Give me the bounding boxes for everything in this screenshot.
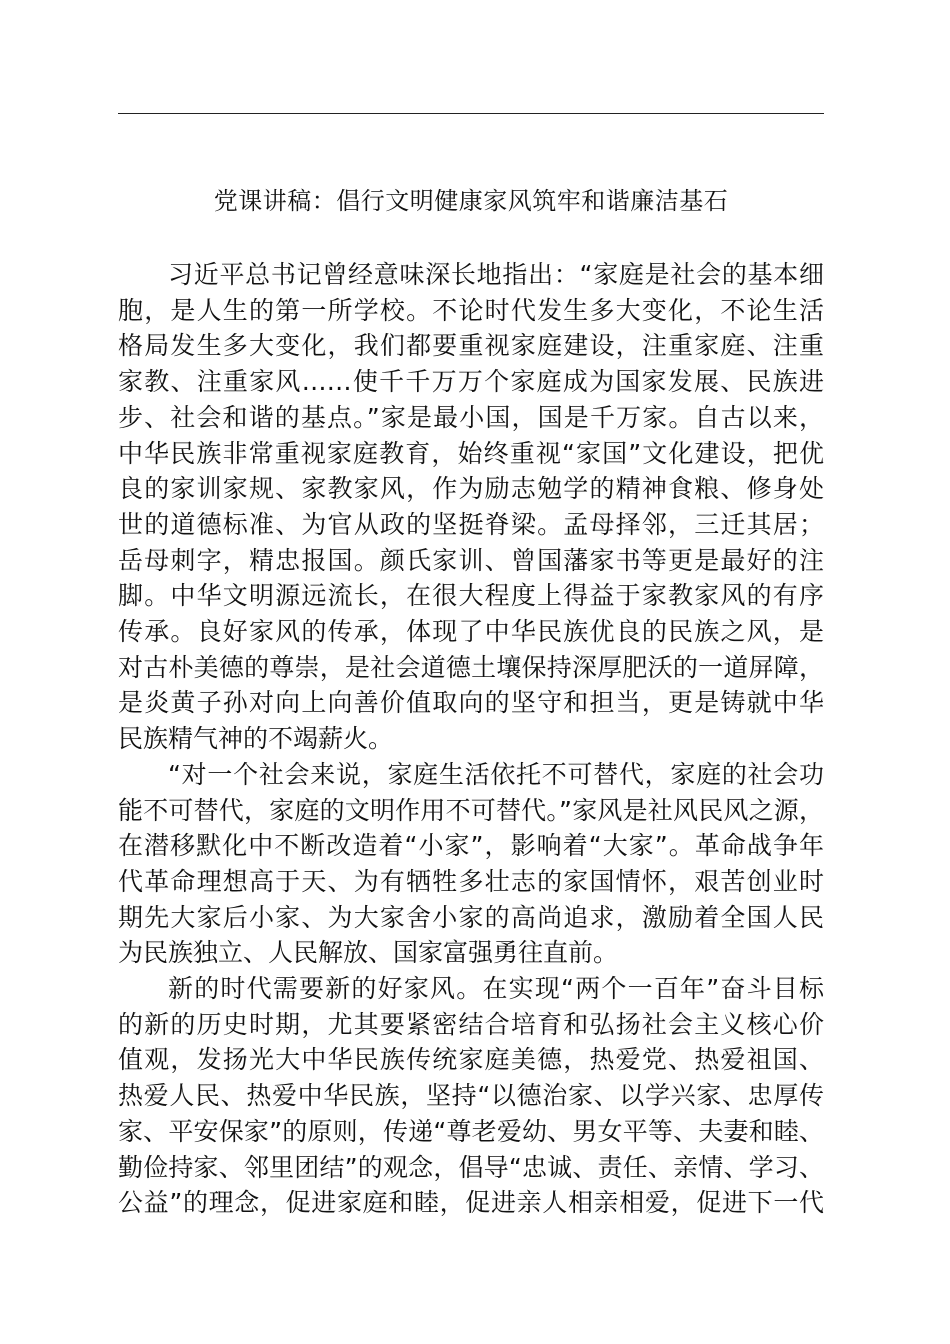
text-line: 新的时代需要新的好家风。在实现“两个一百年”奋斗目标 <box>168 974 824 1004</box>
text-line: 能不可替代，家庭的文明作用不可替代。”家风是社风民风之源， <box>118 795 824 825</box>
text-line: 是炎黄子孙对向上向善价值取向的坚守和担当，更是铸就中华 <box>118 688 824 718</box>
text-line: 在潜移默化中不断改造着“小家”，影响着“大家”。革命战争年 <box>118 831 824 861</box>
paragraph-1 <box>118 257 824 757</box>
text-line: 家教、注重家风……使千千万万个家庭成为国家发展、民族进 <box>118 367 824 397</box>
text-line: 格局发生多大变化，我们都要重视家庭建设，注重家庭、注重 <box>118 331 824 361</box>
text-line: 公益”的理念，促进家庭和睦，促进亲人相亲相爱，促进下一代 <box>118 1188 824 1218</box>
document-title: 党课讲稿：倡行文明健康家风筑牢和谐廉洁基石 <box>213 187 729 215</box>
paragraph-3 <box>118 971 824 1221</box>
text-line: 岳母刺字，精忠报国。颜氏家训、曾国藩家书等更是最好的注 <box>118 545 824 575</box>
header-rule <box>118 113 824 114</box>
text-line: 为民族独立、人民解放、国家富强勇往直前。 <box>118 938 619 968</box>
text-line: 传承。良好家风的传承，体现了中华民族优良的民族之风，是 <box>118 617 824 647</box>
text-line: 对古朴美德的尊崇，是社会道德土壤保持深厚肥沃的一道屏障， <box>118 652 824 682</box>
text-line: 步、社会和谐的基点。”家是最小国，国是千万家。自古以来， <box>118 402 824 432</box>
text-line: 中华民族非常重视家庭教育，始终重视“家国”文化建设，把优 <box>118 438 824 468</box>
document-body <box>118 257 824 1221</box>
paragraph-2 <box>118 757 824 971</box>
text-line: 值观，发扬光大中华民族传统家庭美德，热爱党、热爱祖国、 <box>118 1045 824 1075</box>
text-line: 家、平安保家”的原则，传递“尊老爱幼、男女平等、夫妻和睦、 <box>118 1116 824 1146</box>
text-line: “对一个社会来说，家庭生活依托不可替代，家庭的社会功 <box>168 759 824 789</box>
text-line: 的新的历史时期，尤其要紧密结合培育和弘扬社会主义核心价 <box>118 1009 824 1039</box>
text-line: 勤俭持家、邻里团结”的观念，倡导“忠诚、责任、亲情、学习、 <box>118 1152 824 1182</box>
text-line: 期先大家后小家、为大家舍小家的高尚追求，激励着全国人民 <box>118 902 824 932</box>
text-line: 代革命理想高于天、为有牺牲多壮志的家国情怀，艰苦创业时 <box>118 866 824 896</box>
text-line: 热爱人民、热爱中华民族，坚持“以德治家、以学兴家、忠厚传 <box>118 1081 824 1111</box>
text-line: 世的道德标准、为官从政的坚挺脊梁。孟母择邻，三迁其居； <box>118 509 824 539</box>
text-line: 胞，是人生的第一所学校。不论时代发生多大变化，不论生活 <box>118 295 824 325</box>
text-line: 民族精气神的不竭薪火。 <box>118 724 394 754</box>
text-line: 习近平总书记曾经意味深长地指出：“家庭是社会的基本细 <box>168 260 824 289</box>
text-line: 脚。中华文明源远流长，在很大程度上得益于家教家风的有序 <box>118 581 824 611</box>
text-line: 良的家训家规、家教家风，作为励志勉学的精神食粮、修身处 <box>118 474 824 504</box>
